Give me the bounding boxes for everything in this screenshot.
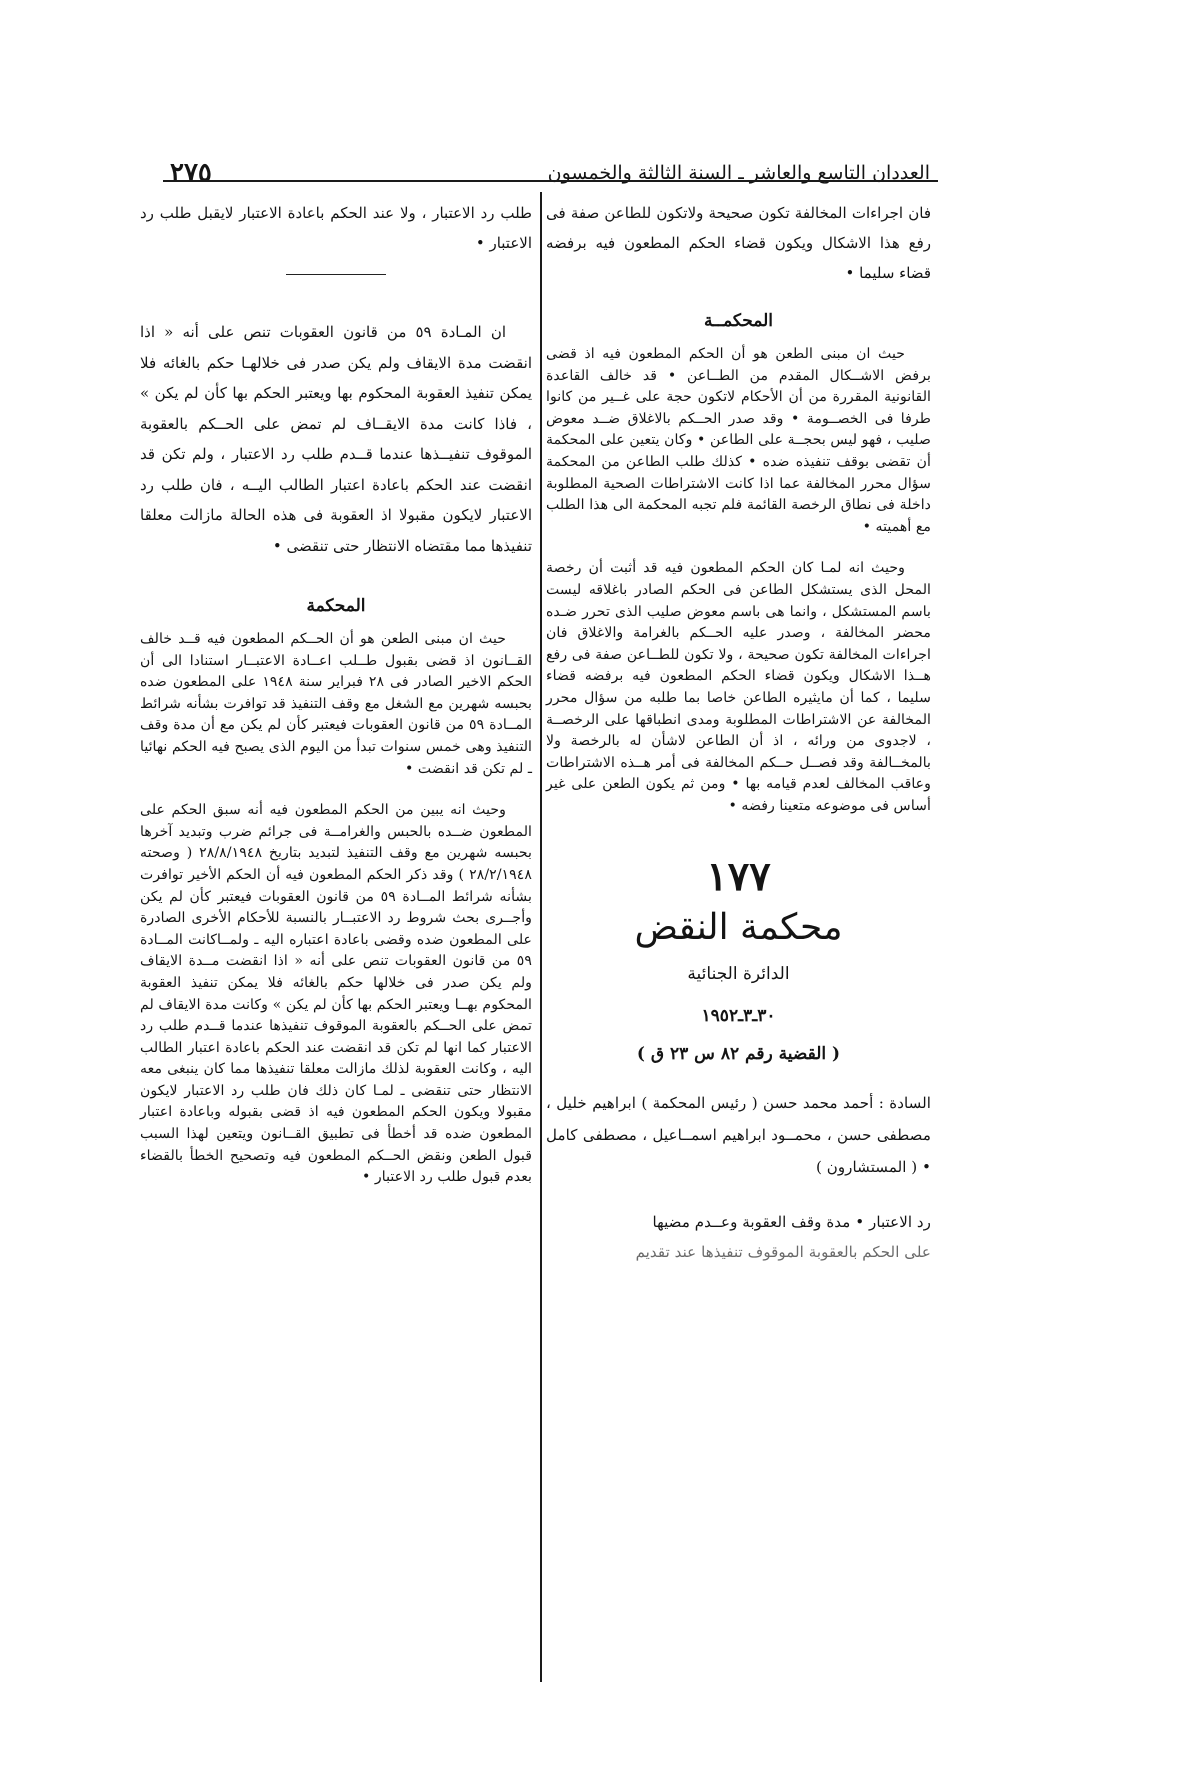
running-title: العددان التاسع والعاشر ـ السنة الثالثة والخمسون (547, 162, 930, 184)
case-reference: ( القضية رقم ٨٢ س ٢٣ ق ) (636, 1044, 841, 1065)
court-name: محكمة النقض (634, 907, 843, 949)
left-court-heading: المحكمة (306, 596, 366, 616)
left-paragraph-3: وحيث انه يبين من الحكم المطعون فيه أنه سبق الحكم على المطعون ضــده بالحبس والغرامــة فى جرائم ضرب وتبديد آخرها بحبسه شهرين مع وقف التنفيذ لتبديد بتاريخ ٢٨/٨/١٩٤٨ ( وصحته ٢٨/٢/١٩٤٨ ) وقد ذكر الحكم المطعون فيه أن الحكم الأخير توافرت بشأنه شرائط المــادة ٥٩ من قانون العقوبات فيعتبر كأن لم يكن وأجــرى بحث شروط رد الاعتبــار بالنسبة للأحكام الأخرى الصادرة على المطعون ضده وقضى باعادة اعتباره اليه ـ ولمــاكانت المــادة ٥٩ من قانون العقوبات تنص على أنه « اذا انقضت مــدة الايقاف ولم يكن صدر فى خلالها حكم بالغائه فلا يمكن تنفيذ العقوبة المحكوم بهــا ويعتبر الحكم بها كأن لم يكن » وكانت مدة الايقاف لم تمض على الحــكم بالعقوبة الموقوف تنفيذها عندما قــدم طلب رد الاعتبار كما انها لم تكن قد انقضت عند الحكم باعادة اعتبار الطالب اليه ، وكانت العقوبة لذلك مازالت معلقا تنفيذها مما كان ينبغى معه الانتظار حتى تنقضى ـ لمـا كان ذلك فان طلب رد الاعتبار لايكون مقبولا ويكون الحكم المطعون فيه اذ قضى بقبوله وباعادة اعتبار المطعون ضده قد أخطأ فى تطبيق القــانون ويتعين لهذا السبب قبول الطعن ونقض الحــكم المطعون فيه وتصحيح الخطأ بالقضاء بعدم قبول طلب رد الاعتبار • (140, 802, 532, 1186)
right-paragraph-1: حيث ان مبنى الطعن هو أن الحكم المطعون فيه اذ قضى برفض الاشــكال المقدم من الطــاعن • قد خالف القاعدة القانونية المقررة من أن الأحكام لاتكون حجة على غــير من كانوا طرفا فى الخصــومة • وقد صدر الحــكم بالاغلاق ضــد معوض صليب ، فهو ليس بحجــة على الطاعن • وكان يتعين على المحكمة أن تقضى بوقف تنفيذه ضده • كذلك طلب الطاعن من المحكمة سؤال محرر المخالفة عما اذا كانت الاشتراطات الصحية المطلوبة داخلة فى نطاق الرخصة القائمة فلم تجبه المحكمة الى هذا الطلب مع أهميته • (546, 346, 931, 535)
session-date: ٣٠ـ٣ـ١٩٥٢ (701, 1006, 776, 1027)
left-column (140, 198, 532, 1189)
right-intro-text: فان اجراءات المخالفة تكون صحيحة ولاتكون للطاعن صفة فى رفع هذا الاشكال ويكون قضاء الحكم المطعون فيه برفضه قضاء سليما • (546, 204, 931, 282)
case-number: ١٧٧ (706, 853, 771, 901)
right-paragraph-2: وحيث انه لمـا كان الحكم المطعون فيه قد أثبت أن رخصة المحل الذى يستشكل الطاعن فى الحكم الصادر باغلاقه ليست باسم المستشكل ، وانما هى باسم معوض صليب الذى تحرر ضـده محضر المخالفة ، وصدر عليه الحــكم بالغرامة والاغلاق فان اجراءات المخالفة تكون صحيحة ، ولا تكون للطــاعن صفة فى رفع هــذا الاشكال ويكون قضاء الحكم المطعون فيه برفضه قضاء سليما ، كما أن مايثيره الطاعن خاصا بما طلبه من سؤال محرر المخالفة عن الاشتراطات المطلوبة ومدى انطباقها على الرخصــة ، لاجدوى من ورائه ، اذ أن الطاعن لاشأن له بالرخصة ولا بالمخــالفة وقد فصــل حــكم المخالفة فى أمر هــذه الاشتراطات وعاقب المخالف لعدم قيامه بها • ومن ثم يكون الطعن على غير أساس فى موضوعه متعينا رفضه • (546, 560, 931, 814)
section-separator (286, 274, 386, 275)
judges-list: السادة : أحمد محمد حسن ( رئيس المحكمة ) ابراهيم خليل ، مصطفى حسن ، محمــود ابراهيم اسمــاعيل ، مصطفى كامل • ( المستشارون ) (546, 1094, 931, 1177)
right-column (546, 198, 931, 1267)
keywords-line-2: على الحكم بالعقوبة الموقوف تنفيذها عند تقديم (635, 1243, 931, 1262)
page-number: ٢٧٥ (170, 158, 212, 188)
keywords-line-1: رد الاعتبار • مدة وقف العقوبة وعــدم مضيها (652, 1213, 931, 1232)
left-paragraph-2: حيث ان مبنى الطعن هو أن الحــكم المطعون فيه قــد خالف القــانون اذ قضى بقبول طــلب اعــادة الاعتبــار استنادا الى أن الحكم الاخير الصادر فى ٢٨ فبراير سنة ١٩٤٨ على المطعون ضده بحبسه شهرين مع الشغل مع وقف التنفيذ قد توافرت بشأنه شرائط المــادة ٥٩ من قانون العقوبات فيعتبر كأن لم يكن مع أن مدة وقف التنفيذ وهى خمس سنوات تبدأ من اليوم الذى يصبح فيه الحكم نهائيا ـ لم تكن قد انقضت • (140, 631, 532, 777)
left-intro-text: طلب رد الاعتبار ، ولا عند الحكم باعادة الاعتبار لايقبل طلب رد الاعتبار • (140, 204, 532, 252)
page-header (170, 155, 930, 191)
left-summary-paragraph: ان المـادة ٥٩ من قانون العقوبات تنص على أنه « اذا انقضت مدة الايقاف ولم يكن صدر فى خلالهـا حكم بالغائه فلا يمكن تنفيذ العقوبة المحكوم بها ويعتبر الحكم بها كأن لم يكن » ، فاذا كانت مدة الايقــاف لم تمض على الحــكم بالعقوبة الموقوف تنفيــذها عندما قــدم طلب رد الاعتبار ، ولم تكن قد انقضت عند الحكم باعادة اعتبار الطالب اليــه ، فان طلب رد الاعتبار لايكون مقبولا اذ العقوبة فى هذه الحالة مازالت معلقا تنفيذها مما مقتضاه الانتظار حتى تنقضى • (140, 323, 532, 555)
chamber-name: الدائرة الجنائية (687, 964, 790, 985)
court-section-heading: المحكمــة (704, 311, 773, 331)
column-divider (540, 192, 542, 1682)
header-rule (163, 180, 938, 182)
